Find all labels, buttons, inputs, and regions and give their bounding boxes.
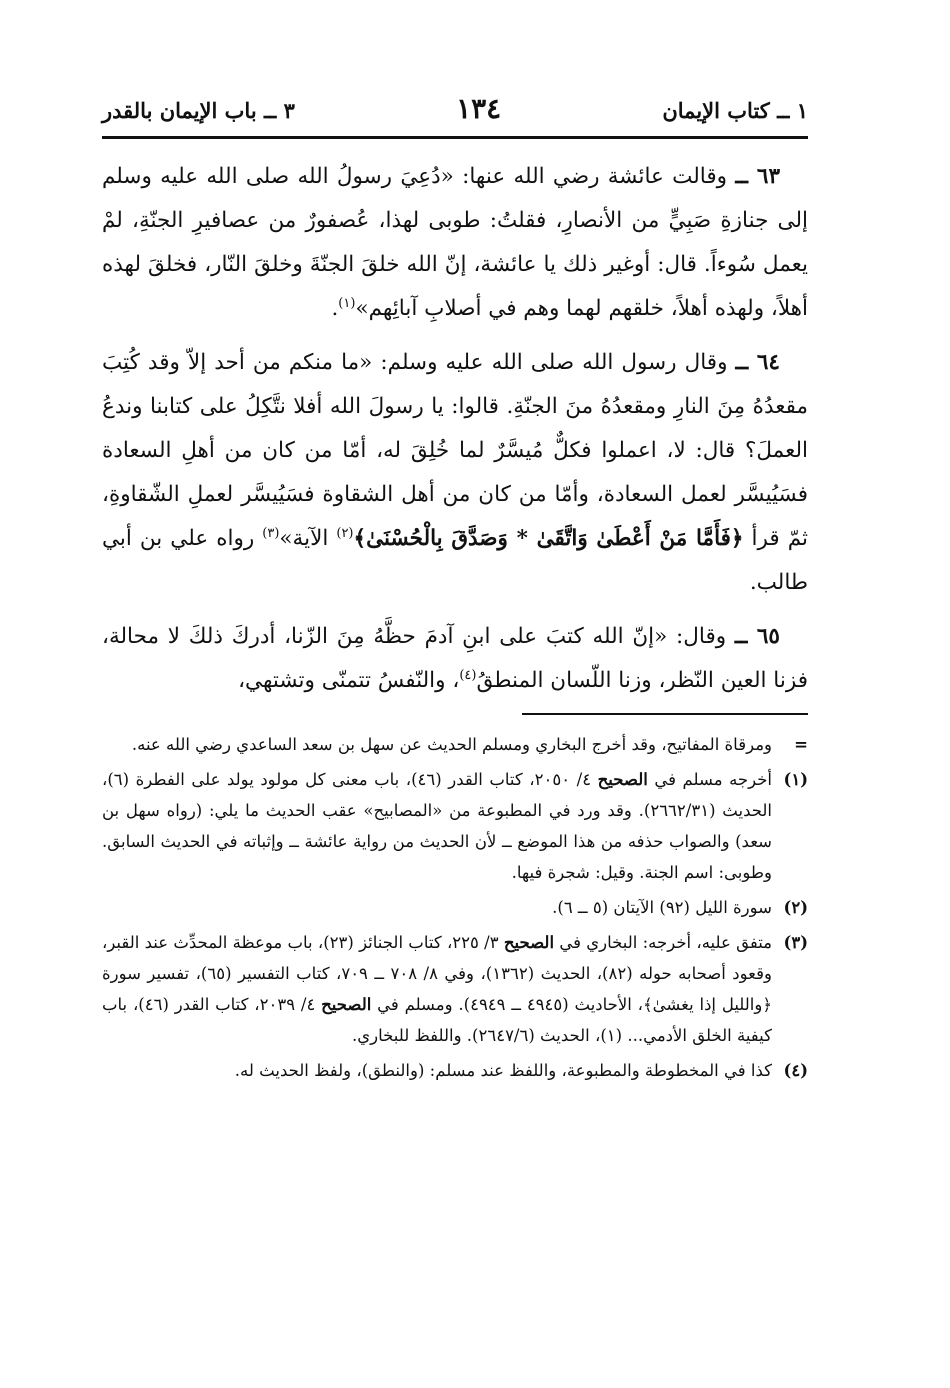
quran-verse: ﴿فَأَمَّا مَنْ أَعْطَىٰ وَاتَّقَىٰ * وَصَدَّقَ بِالْحُسْنَىٰ﴾ [353,526,744,551]
footnote-text [102,927,772,1051]
footnote-text-pre: متفق عليه، أخرجه: البخاري في [559,933,773,952]
book-title: الصحيح [321,995,372,1014]
footnote-ref[interactable]: (٢) [336,525,354,541]
footnote-divider [522,713,808,715]
hadith-text: وقال: «إنّ الله كتبَ على ابنِ آدمَ حظَّهُ مِنَ الزّنا، أدركَ ذلكَ لا محالة، فزنا العين النّظر، وزنا اللّسان المنطقُ [102,624,808,693]
hadith-narrator: رواه علي بن أبي طالب. [102,526,808,595]
footnote-text-pre: أخرجه مسلم في [654,770,773,789]
footnote-text-main: ٣/ ٢٢٥، كتاب الجنائز (٢٣)، باب موعظة المحدِّث عند القبر، وقعود أصحابه حوله (٨٢)، الحديث (١٣٦٢)، وفي ٨/ ٧٠٨ ــ ٧٠٩، كتاب التفسير (٦٥)، تفسير سورة ﴿والليل إذا يغشىٰ﴾، الأحاديث (٤٩٤٥ ــ ٤٩٤٩). ومسلم في [102,933,773,1014]
book-title: الصحيح [597,770,648,789]
footnote-mark: = [794,735,808,754]
footnote-3 [102,927,808,1051]
footnote-text: سورة الليل (٩٢) الآيتان (٥ ــ ٦). [552,898,772,917]
footnote-text-end: ٤/ ٢٠٣٩، كتاب القدر (٤٦)، باب كيفية الخلق الأدمي... (١)، الحديث (٢٦٤٧/٦). واللفظ للبخاري. [102,995,772,1045]
footnote-ref[interactable]: (١) [338,295,356,311]
footnote-ref[interactable]: (٤) [459,667,477,683]
footnote-4 [102,1055,808,1086]
hadith-text-end: . [331,296,339,321]
hadith-number: ٦٤ ــ [735,350,780,375]
footnotes [102,729,808,1086]
page-number: ١٣٤ [456,92,502,125]
footnote-mark: (٣) [783,933,808,952]
book-title: الصحيح [503,933,555,952]
hadith-63 [102,155,808,331]
chapter-title: ١ ــ كتاب الإيمان [662,98,808,123]
footnote-mark: (١) [783,770,808,789]
footnote-1 [102,764,808,888]
footnote-2 [102,892,808,923]
hadith-64 [102,341,808,605]
footnote-ref[interactable]: (٣) [262,525,280,541]
main-text [102,155,808,703]
hadith-text: وقال رسول الله صلى الله عليه وسلم: «ما منكم من أحد إلاّ وقد كُتِبَ مقعدُهُ مِنَ النارِ ومقعدُهُ منَ الجنّةِ. قالوا: يا رسولَ الله أفلا نتَّكِلُ على كتابنا وندعُ العملَ؟ قال: لا، اعملوا فكلٌّ مُيسَّرٌ لما خُلِقَ له، أمّا من كان من أهلِ السعادة فسَيُيسَّر لعمل السعادة، وأمّا من كان من أهل الشقاوة فسَيُيسَّر لعملِ الشّقاوةِ، ثمّ قرأ [102,350,808,551]
hadith-text: وقالت عائشة رضي الله عنها: «دُعِيَ رسولُ الله صلى الله عليه وسلم إلى جنازةِ صَبِيٍّ من الأنصارِ، فقلتُ: طوبى لهذا، عُصفورٌ من عصافيرِ الجنّةِ، لمْ يعمل سُوءاً. قال: أوغير ذلك يا عائشة، إنّ الله خلقَ الجنّةَ وخلقَ النّار، فخلقَ لهذه أهلاً، ولهذه أهلاً، خلقهم لهما وهم في أصلابِ آبائِهم» [102,164,808,321]
footnote-text-main: ٤/ ٢٠٥٠، كتاب القدر (٤٦)، باب معنى كل مولود يولد على الفطرة (٦)، الحديث (٢٦٦٢/٣١). وقد ورد في المطبوعة من «المصابيح» عقب الحديث ما يلي: (رواه سهل بن سعد) والصواب حذفه من هذا الموضع ــ لأن الحديث من رواية عائشة ــ وإثباته في الحديث السابق. وطوبى: اسم الجنة. وقيل: شجرة فيها. [102,770,772,882]
footnote-text: ومرقاة المفاتيح، وقد أخرج البخاري ومسلم الحديث عن سهل بن سعد الساعدي رضي الله عنه. [131,735,772,754]
footnote-continued [102,729,808,760]
hadith-text-cont: الآية» [279,526,329,551]
hadith-65 [102,615,808,703]
hadith-text-end: ، والنّفسُ تتمنّى وتشتهي، [238,668,460,693]
footnote-text: كذا في المخطوطة والمطبوعة، واللفظ عند مسلم: (والنطق)، ولفظ الحديث له. [234,1061,772,1080]
footnote-text [102,764,772,888]
footnote-mark: (٢) [783,898,808,917]
running-header [102,92,808,139]
footnote-mark: (٤) [783,1061,808,1080]
section-title: ٣ ــ باب الإيمان بالقدر [102,98,295,123]
hadith-number: ٦٣ ــ [735,164,781,189]
hadith-number: ٦٥ ــ [734,624,780,649]
